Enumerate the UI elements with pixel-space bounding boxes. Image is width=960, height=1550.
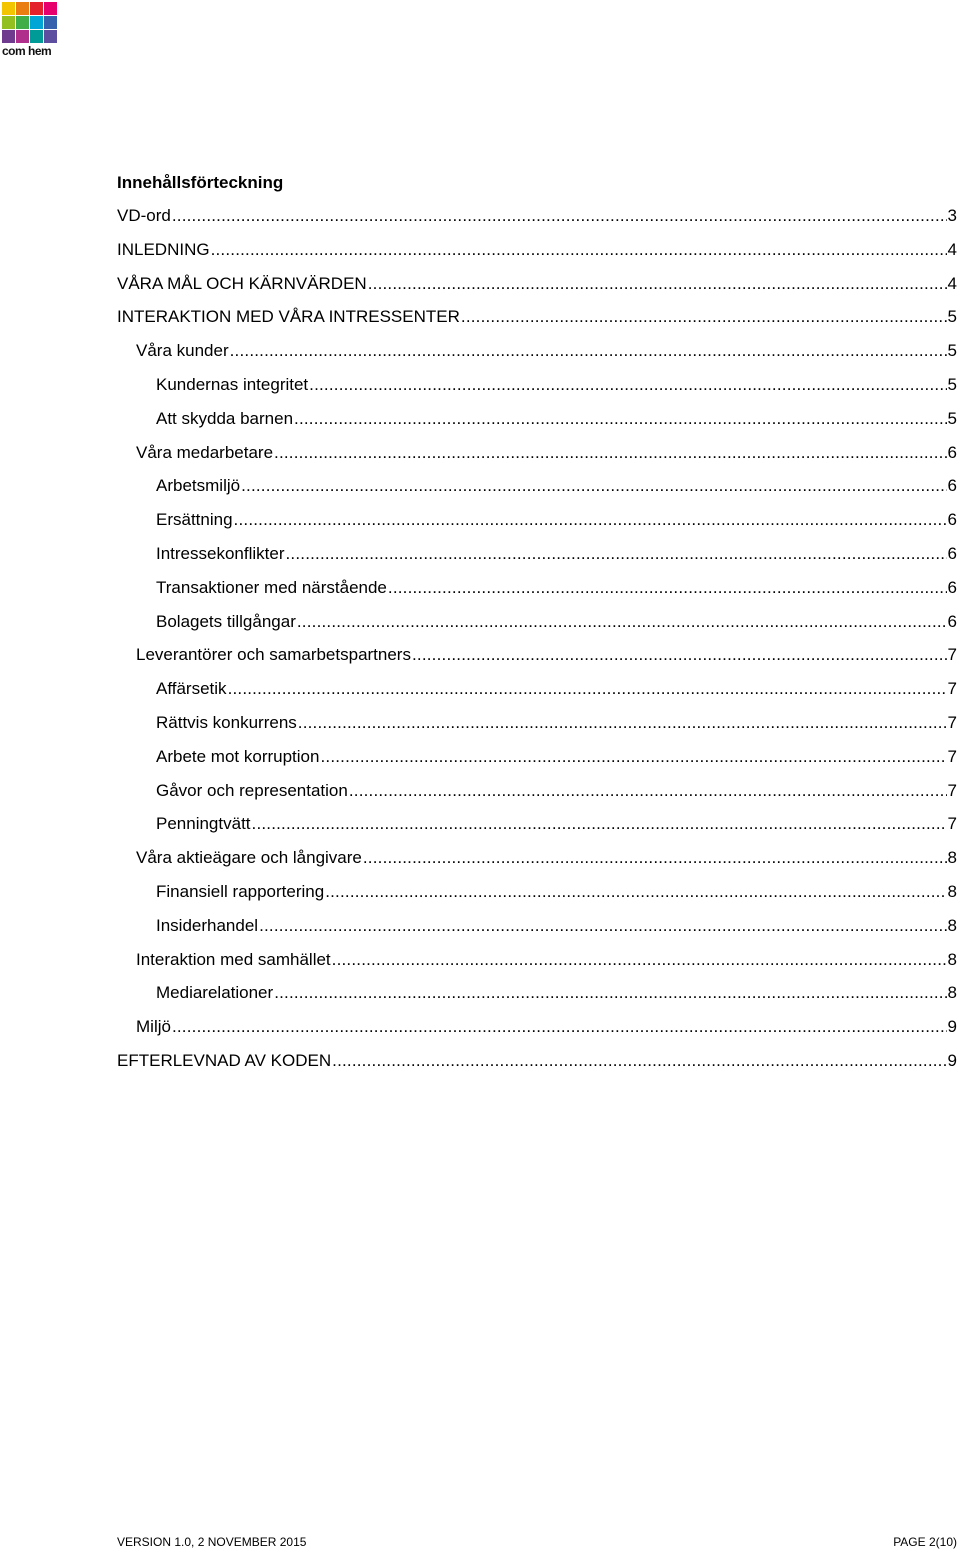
logo-square xyxy=(44,2,57,15)
toc-dot-leader xyxy=(234,509,947,531)
toc-entry-page: 8 xyxy=(947,848,957,868)
toc-entry[interactable] xyxy=(117,746,957,780)
toc-entry-title: Leverantörer och samarbetspartners xyxy=(136,645,411,665)
brand-logo xyxy=(2,2,62,58)
toc-entry[interactable] xyxy=(117,813,957,847)
toc-entry-title: Miljö xyxy=(136,1017,171,1037)
toc-entry[interactable] xyxy=(117,1016,957,1050)
toc-entry-title: Gåvor och representation xyxy=(156,780,348,800)
toc-entry[interactable] xyxy=(117,577,957,611)
toc-entry-title: Kundernas integritet xyxy=(156,374,309,394)
toc-entry-title: VÅRA MÅL OCH KÄRNVÄRDEN xyxy=(117,273,367,293)
toc-entry-title: Arbete mot korruption xyxy=(156,746,320,766)
toc-dot-leader xyxy=(259,915,946,937)
toc-entry[interactable] xyxy=(117,949,957,983)
toc-entry-title: Mediarelationer xyxy=(156,983,274,1003)
toc-entry-page: 5 xyxy=(947,374,957,394)
toc-entry-page: 5 xyxy=(947,307,957,327)
toc-dot-leader xyxy=(368,273,947,295)
logo-color-grid xyxy=(2,2,62,43)
footer-version: VERSION 1.0, 2 NOVEMBER 2015 xyxy=(117,1535,307,1549)
toc-entry[interactable] xyxy=(117,611,957,645)
toc-entry-title: Att skydda barnen xyxy=(156,408,294,428)
toc-entry-page: 7 xyxy=(947,746,957,766)
toc-dot-leader xyxy=(286,543,947,565)
logo-square xyxy=(16,2,29,15)
toc-dot-leader xyxy=(294,408,947,430)
toc-entry[interactable] xyxy=(117,915,957,949)
toc-entry-page: 9 xyxy=(947,1017,957,1037)
toc-entry-page: 7 xyxy=(947,679,957,699)
toc-entry-title: VD-ord xyxy=(117,206,171,225)
toc-entry[interactable] xyxy=(117,205,957,239)
toc-dot-leader xyxy=(363,847,947,869)
toc-entry-page: 5 xyxy=(947,408,957,428)
toc-entry-title: Finansiell rapportering xyxy=(156,881,325,901)
table-of-contents xyxy=(117,205,957,1084)
page-footer xyxy=(117,1535,957,1549)
footer-page-number: PAGE 2(10) xyxy=(893,1535,957,1549)
toc-entry[interactable] xyxy=(117,273,957,307)
toc-entry-page: 6 xyxy=(947,476,957,496)
toc-dot-leader xyxy=(274,982,946,1004)
toc-entry[interactable] xyxy=(117,881,957,915)
toc-entry-title: Transaktioner med närstående xyxy=(156,577,387,597)
toc-dot-leader xyxy=(332,949,947,971)
toc-entry-title: Ersättning xyxy=(156,510,233,530)
toc-entry-page: 7 xyxy=(947,712,957,732)
logo-square xyxy=(16,16,29,29)
toc-dot-leader xyxy=(349,780,947,802)
toc-entry[interactable] xyxy=(117,442,957,476)
toc-entry-page: 8 xyxy=(947,881,957,901)
toc-dot-leader xyxy=(332,1050,946,1072)
toc-dot-leader xyxy=(172,205,947,227)
toc-dot-leader xyxy=(412,644,947,666)
toc-entry-title: Bolagets tillgångar xyxy=(156,611,296,631)
toc-entry[interactable] xyxy=(117,678,957,712)
toc-entry-title: Våra aktieägare och långivare xyxy=(136,848,362,868)
toc-entry-title: INTERAKTION MED VÅRA INTRESSENTER xyxy=(117,307,460,327)
toc-entry[interactable] xyxy=(117,374,957,408)
toc-entry-page: 4 xyxy=(947,239,957,259)
toc-dot-leader xyxy=(325,881,946,903)
logo-square xyxy=(2,2,15,15)
toc-dot-leader xyxy=(298,712,947,734)
toc-dot-leader xyxy=(228,678,947,700)
logo-square xyxy=(2,16,15,29)
toc-entry-title: Interaktion med samhället xyxy=(136,949,331,969)
logo-square xyxy=(16,30,29,43)
toc-entry-title: Arbetsmiljö xyxy=(156,476,241,496)
toc-dot-leader xyxy=(461,306,947,328)
toc-entry-title: Våra medarbetare xyxy=(136,442,274,462)
toc-entry-page: 7 xyxy=(947,814,957,834)
toc-entry-title: Rättvis konkurrens xyxy=(156,712,297,732)
logo-square xyxy=(44,16,57,29)
logo-square xyxy=(30,16,43,29)
toc-dot-leader xyxy=(252,813,947,835)
toc-dot-leader xyxy=(309,374,946,396)
toc-dot-leader xyxy=(172,1016,947,1038)
toc-entry-title: INLEDNING xyxy=(117,239,210,259)
toc-entry-title: Intressekonflikter xyxy=(156,543,285,563)
logo-square xyxy=(30,30,43,43)
logo-text: com hem xyxy=(2,44,52,58)
toc-entry[interactable] xyxy=(117,239,957,273)
toc-entry[interactable] xyxy=(117,340,957,374)
toc-entry-page: 6 xyxy=(947,510,957,530)
toc-entry-page: 7 xyxy=(947,645,957,665)
toc-dot-leader xyxy=(297,611,947,633)
toc-dot-leader xyxy=(274,442,947,464)
toc-entry-page: 3 xyxy=(947,206,957,225)
toc-entry-page: 9 xyxy=(947,1050,957,1070)
toc-entry-page: 4 xyxy=(947,273,957,293)
toc-entry-title: Insiderhandel xyxy=(156,915,259,935)
toc-entry-page: 6 xyxy=(947,442,957,462)
toc-entry[interactable] xyxy=(117,644,957,678)
toc-entry-title: Affärsetik xyxy=(156,679,227,699)
toc-entry-page: 8 xyxy=(947,949,957,969)
logo-square xyxy=(2,30,15,43)
toc-entry[interactable] xyxy=(117,475,957,509)
toc-entry[interactable] xyxy=(117,408,957,442)
toc-entry[interactable] xyxy=(117,1050,957,1084)
toc-entry[interactable] xyxy=(117,543,957,577)
toc-entry-title: Penningtvätt xyxy=(156,814,251,834)
toc-heading: Innehållsförteckning xyxy=(117,173,284,192)
toc-entry-page: 5 xyxy=(947,341,957,361)
toc-entry-page: 8 xyxy=(947,915,957,935)
toc-entry[interactable] xyxy=(117,306,957,340)
toc-dot-leader xyxy=(230,340,947,362)
toc-dot-leader xyxy=(388,577,947,599)
toc-entry-page: 6 xyxy=(947,543,957,563)
logo-square xyxy=(30,2,43,15)
toc-dot-leader xyxy=(320,746,946,768)
toc-entry-page: 7 xyxy=(947,780,957,800)
logo-square xyxy=(44,30,57,43)
toc-entry-title: EFTERLEVNAD AV KODEN xyxy=(117,1050,332,1070)
toc-dot-leader xyxy=(211,239,947,261)
toc-entry-page: 8 xyxy=(947,983,957,1003)
toc-entry-title: Våra kunder xyxy=(136,341,229,361)
toc-entry[interactable] xyxy=(117,982,957,1016)
toc-entry-page: 6 xyxy=(947,577,957,597)
toc-entry[interactable] xyxy=(117,509,957,543)
toc-entry-page: 6 xyxy=(947,611,957,631)
toc-entry[interactable] xyxy=(117,780,957,814)
toc-entry[interactable] xyxy=(117,847,957,881)
toc-dot-leader xyxy=(241,475,946,497)
toc-entry[interactable] xyxy=(117,712,957,746)
